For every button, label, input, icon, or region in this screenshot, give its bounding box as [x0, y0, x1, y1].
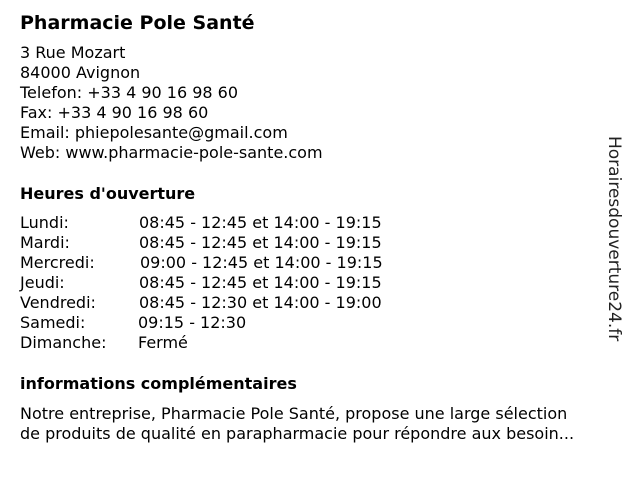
address-city: 84000 Avignon [20, 63, 141, 82]
additional-info-text [20, 404, 630, 444]
time-range: Fermé [138, 333, 188, 352]
contact-block [20, 43, 323, 163]
day-label: Mercredi: [20, 253, 95, 272]
pharmacy-name: Pharmacie Pole Santé [20, 12, 255, 34]
hours-row-tuesday [20, 233, 440, 253]
time-range: 08:45 - 12:45 et 14:00 - 19:15 [139, 273, 382, 292]
time-range: 09:00 - 12:45 et 14:00 - 19:15 [140, 253, 383, 272]
fax-line: Fax: +33 4 90 16 98 60 [20, 103, 209, 122]
description-line: Notre entreprise, Pharmacie Pole Santé, propose une large sélection [20, 404, 568, 423]
hours-row-wednesday [20, 253, 440, 273]
web-line: Web: www.pharmacie-pole-sante.com [20, 143, 323, 162]
description-line: de produits de qualité en parapharmacie pour répondre aux besoin... [20, 424, 575, 443]
hours-row-sunday [20, 333, 440, 353]
hours-row-friday [20, 293, 440, 313]
phone-line: Telefon: +33 4 90 16 98 60 [20, 83, 239, 102]
day-label: Lundi: [20, 213, 69, 232]
hours-row-monday [20, 213, 440, 233]
time-range: 08:45 - 12:30 et 14:00 - 19:00 [139, 293, 382, 312]
email-line: Email: phiepolesante@gmail.com [20, 123, 288, 142]
day-label: Mardi: [20, 233, 70, 252]
hours-row-thursday [20, 273, 440, 293]
day-label: Dimanche: [20, 333, 107, 352]
address-street: 3 Rue Mozart [20, 43, 126, 62]
time-range: 09:15 - 12:30 [138, 313, 247, 332]
opening-hours-table [20, 213, 440, 353]
site-watermark: Horairesdouverture24.fr [604, 136, 624, 342]
additional-info-heading: informations complémentaires [20, 374, 297, 393]
time-range: 08:45 - 12:45 et 14:00 - 19:15 [139, 213, 382, 232]
opening-hours-heading: Heures d'ouverture [20, 184, 196, 203]
hours-row-saturday [20, 313, 440, 333]
time-range: 08:45 - 12:45 et 14:00 - 19:15 [139, 233, 382, 252]
day-label: Samedi: [20, 313, 86, 332]
day-label: Jeudi: [20, 273, 65, 292]
day-label: Vendredi: [20, 293, 96, 312]
